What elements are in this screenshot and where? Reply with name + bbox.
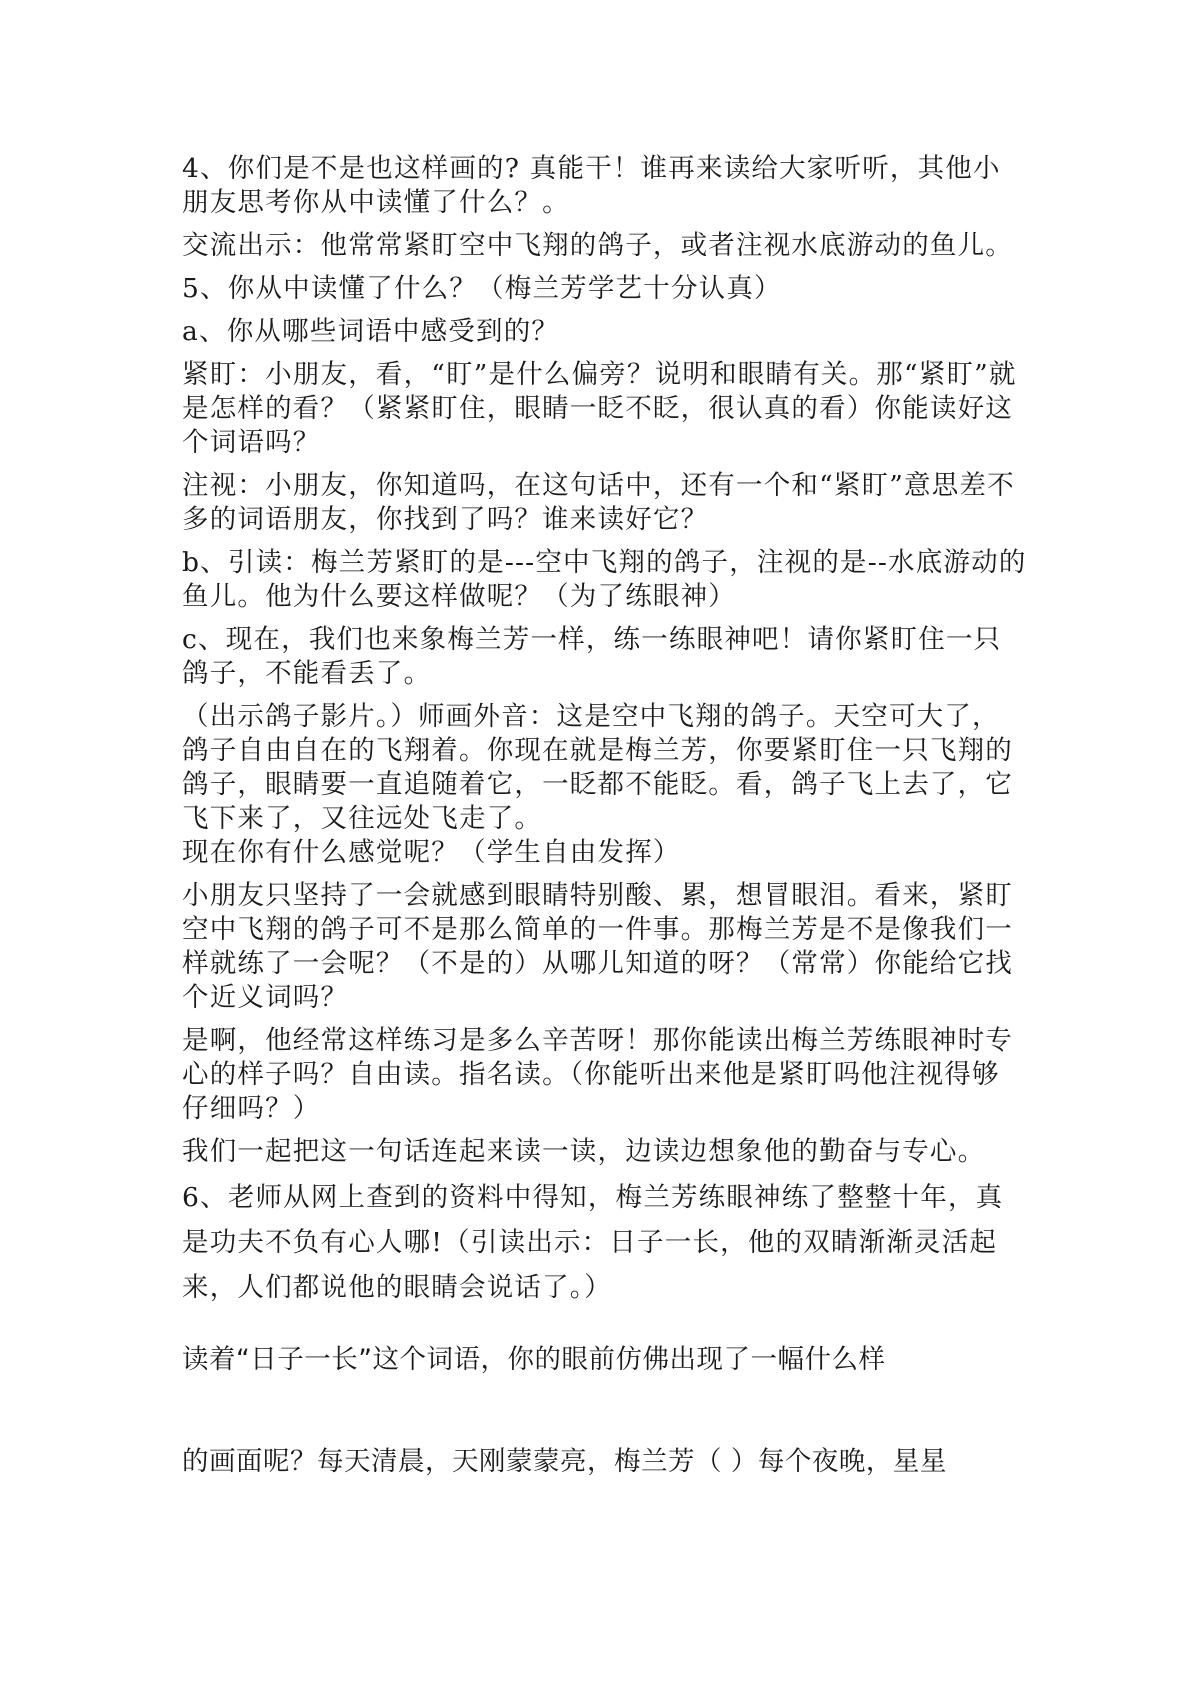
paragraph-q4: 4、你们是不是也这样画的? 真能干！谁再来读给大家听听，其他小朋友思考你从中读懂了什么？。	[182, 153, 1001, 218]
paragraph-q6: 6、老师从网上查到的资料中得知，梅兰芳练眼神练了整整十年，真是功夫不负有心人哪!（引读出示：日子一长，他的双睛渐渐灵活起来，人们都说他的眼睛会说话了。）	[182, 1182, 1004, 1303]
paragraph-c: c、现在，我们也来象梅兰芳一样，练一练眼神吧！请你紧盯住一只鸽子，不能看丢了。	[182, 624, 1002, 689]
paragraph-display-sentence: 交流出示：他常常紧盯空中飞翔的鸽子，或者注视水底游动的鱼儿。	[182, 230, 1013, 261]
paragraph-zhushi: 注视：小朋友，你知道吗，在这句话中，还有一个和“紧盯”意思差不多的词语朋友，你找到了吗？谁来读好它？	[182, 470, 1015, 535]
paragraph-read-together: 我们一起把这一句话连起来读一读，边读边想象他的勤奋与专心。	[182, 1136, 986, 1167]
sans-line-1: 读着“日子一长”这个词语，你的眼前仿佛出现了一幅什么样	[182, 1344, 886, 1375]
paragraph-persistence: 小朋友只坚持了一会就感到眼睛特别酸、累，想冒眼泪。看来，紧盯空中飞翔的鸽子可不是那么简单的一件事。那梅兰芳是不是像我们一样就练了一会呢？（不是的）从哪儿知道的呀？（常常）你能给它找个近义词吗？	[182, 880, 1013, 1013]
document-body	[182, 152, 1027, 1506]
paragraph-b: b、引读：梅兰芳紧盯的是---空中飞翔的鸽子，注视的是--水底游动的鱼儿。他为什么要这样做呢？（为了练眼神）	[182, 547, 1027, 612]
paragraph-film-voiceover: （出示鸽子影片。）师画外音：这是空中飞翔的鸽子。天空可大了，鸽子自由自在的飞翔着。你现在就是梅兰芳，你要紧盯住一只飞翔的鸽子，眼睛要一直追随着它，一眨都不能眨。看，鸽子飞上去了，它飞下来了，又往远处飞走了。	[182, 701, 1013, 834]
paragraph-feeling: 现在你有什么感觉呢？（学生自由发挥）	[182, 837, 681, 868]
paragraph-jinding: 紧盯：小朋友，看，“盯”是什么偏旁？说明和眼睛有关。那“紧盯”就是怎样的看？（紧紧盯住，眼睛一眨不眨，很认真的看）你能读好这个词语吗？	[182, 359, 1017, 458]
paragraph-a: a、你从哪些词语中感受到的？	[182, 316, 560, 347]
paragraph-q5: 5、你从中读懂了什么？（梅兰芳学艺十分认真）	[182, 273, 782, 304]
paragraph-hard-work: 是啊，他经常这样练习是多么辛苦呀！那你能读出梅兰芳练眼神时专心的样子吗？自由读。指名读。（你能听出来他是紧盯吗他注视得够仔细吗？）	[182, 1025, 1013, 1124]
sans-line-2: 的画面呢？每天清晨，天刚蒙蒙亮，梅兰芳（ ）每个夜晚，星星	[182, 1446, 947, 1477]
